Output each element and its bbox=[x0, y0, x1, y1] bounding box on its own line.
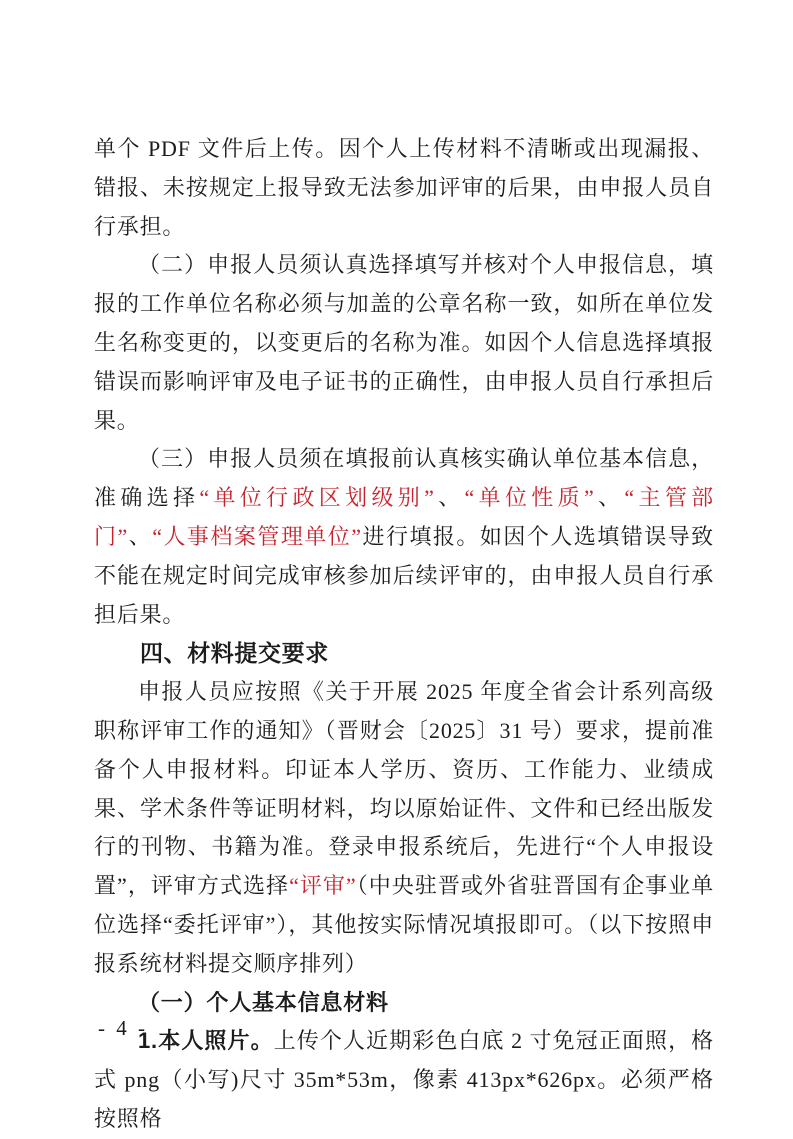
separator: 、 bbox=[128, 523, 153, 549]
body-text: 上传个人近期彩色白底 2 寸免冠正面照，格式 png（小写)尺寸 35m*53m，像素 413px*626px。必须严格按照格 bbox=[94, 1028, 714, 1131]
paragraph-item-3 bbox=[94, 440, 714, 634]
body-text: 申报人员应按照《关于开展 2025 年度全省会计系列高级职称评审工作的通知》（晋财会〔2025〕31 号）要求，提前准备个人申报材料。印证本人学历、资历、工作能力、业绩成果、学术条件等证明材料，均以原始证件、文件和已经出版发行的刊物、书籍为准。登录申报系统后，先进行“个人申报设置”，评审方式选择 bbox=[94, 679, 714, 899]
body-text: （中央驻晋或外省驻晋国有企事业单位选择“委托评审”），其他按实际情况填报即可。（以下按照申报系统材料提交顺序排列） bbox=[94, 873, 715, 976]
paragraph-item-2 bbox=[94, 246, 714, 440]
highlighted-term-admin-division-level: “单位行政区划级别” bbox=[199, 485, 435, 511]
paragraph-item-4 bbox=[94, 673, 714, 983]
separator: 、 bbox=[594, 485, 625, 511]
highlighted-term-personnel-archive-unit: “人事档案管理单位” bbox=[152, 523, 362, 549]
body-text: 单个 PDF 文件后上传。因个人上传材料不清晰或出现漏报、错报、未按规定上报导致无法参加评审的后果，由申报人员自行承担。 bbox=[94, 136, 714, 239]
body-text: 进行填报。如因个人选填错误导致不能在规定时间完成审核参加后续评审的，由申报人员自行承担后果。 bbox=[94, 523, 714, 627]
paragraph-continuation bbox=[94, 130, 714, 246]
highlighted-term-competent-department: “主管部门” bbox=[94, 485, 714, 549]
body-text: （二）申报人员须认真选择填写并核对个人申报信息，填报的工作单位名称必须与加盖的公章名称一致，如所在单位发生名称变更的，以变更后的名称为准。如因个人信息选择填报错误而影响评审及电子证书的正确性，由申报人员自行承担后果。 bbox=[94, 252, 714, 433]
highlighted-term-unit-nature: “单位性质” bbox=[464, 485, 595, 511]
separator: 、 bbox=[434, 485, 465, 511]
body-text: （三）申报人员须在填报前认真核实确认单位基本信息，准确选择 bbox=[94, 446, 714, 511]
document-body bbox=[94, 130, 714, 1139]
section-heading-materials-requirements: 四、材料提交要求 bbox=[140, 640, 329, 667]
subsection-heading-personal-basic-info: （一）个人基本信息材料 bbox=[138, 989, 389, 1015]
item-lead-personal-photo: 1.本人照片。 bbox=[138, 1028, 274, 1054]
highlighted-term-review: “评审” bbox=[289, 873, 357, 899]
paragraph-item-5 bbox=[94, 1022, 714, 1138]
page-number: - 4 - bbox=[98, 1016, 148, 1040]
